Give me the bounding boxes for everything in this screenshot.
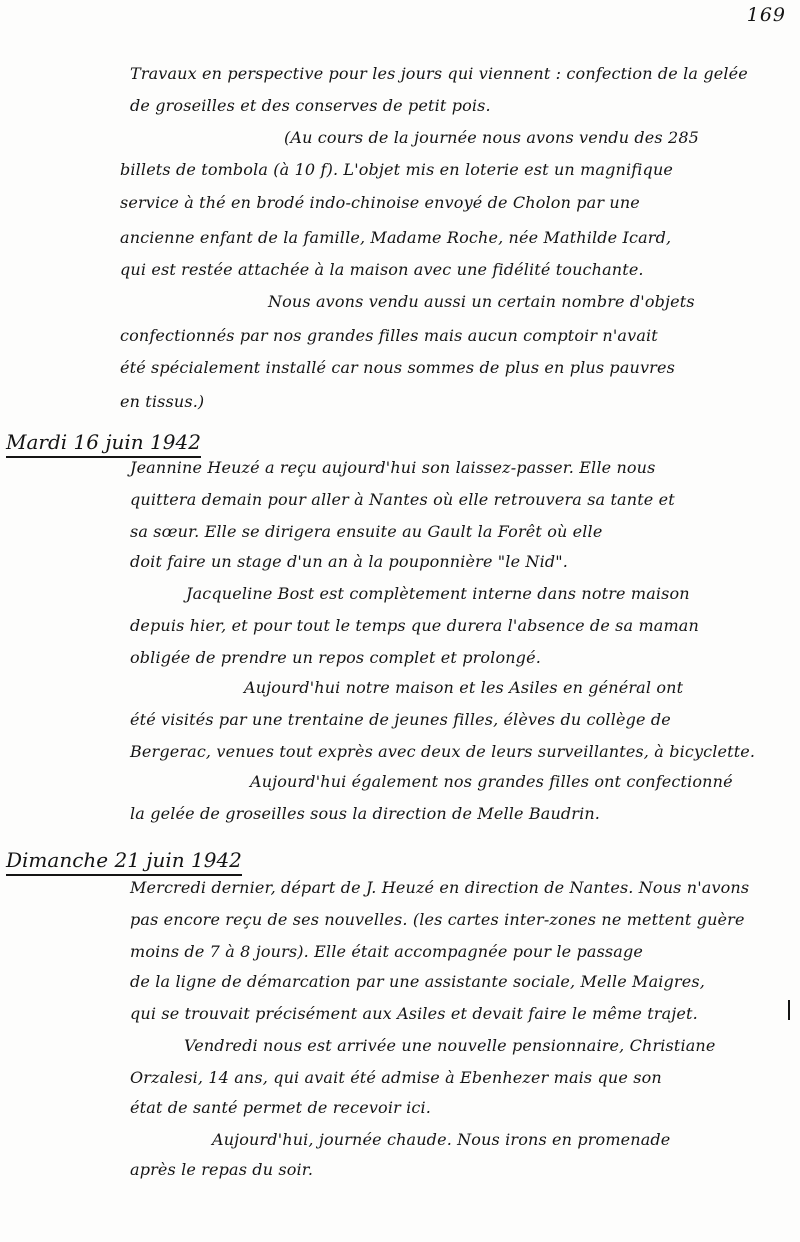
text-line: quittera demain pour aller à Nantes où elle retrouvera sa tante et	[130, 490, 675, 509]
entry-date-heading: Mardi 16 juin 1942	[6, 430, 201, 458]
text-line: confectionnés par nos grandes filles mais aucun comptoir n'avait	[120, 326, 658, 345]
text-line: après le repas du soir.	[130, 1160, 314, 1179]
text-line: Jacqueline Bost est complètement interne dans notre maison	[186, 584, 690, 603]
text-line: qui se trouvait précisément aux Asiles et devait faire le même trajet.	[130, 1004, 698, 1023]
text-line: sa sœur. Elle se dirigera ensuite au Gault la Forêt où elle	[130, 522, 603, 541]
text-line: Aujourd'hui, journée chaude. Nous irons en promenade	[212, 1130, 671, 1149]
text-line: Jeannine Heuzé a reçu aujourd'hui son laissez-passer. Elle nous	[130, 458, 656, 477]
text-line: Vendredi nous est arrivée une nouvelle pensionnaire, Christiane	[184, 1036, 716, 1055]
text-line: obligée de prendre un repos complet et prolongé.	[130, 648, 541, 667]
text-line: Bergerac, venues tout exprès avec deux de leurs surveillantes, à bicyclette.	[130, 742, 756, 761]
text-line: (Au cours de la journée nous avons vendu des 285	[284, 128, 699, 147]
text-line: Aujourd'hui également nos grandes filles ont confectionné	[250, 772, 733, 791]
text-line: billets de tombola (à 10 f). L'objet mis en loterie est un magnifique	[120, 160, 674, 179]
text-line: service à thé en brodé indo-chinoise envoyé de Cholon par une	[120, 193, 640, 212]
page-number: 169	[746, 4, 786, 26]
text-line: Nous avons vendu aussi un certain nombre d'objets	[268, 292, 695, 311]
entry-date-heading: Dimanche 21 juin 1942	[6, 848, 242, 876]
text-line: été spécialement installé car nous sommes de plus en plus pauvres	[120, 358, 675, 377]
text-line: depuis hier, et pour tout le temps que durera l'absence de sa maman	[130, 616, 699, 635]
text-line: pas encore reçu de ses nouvelles. (les cartes inter-zones ne mettent guère	[130, 910, 745, 929]
text-line: Travaux en perspective pour les jours qui viennent : confection de la gelée	[130, 64, 748, 83]
text-line: en tissus.)	[120, 392, 205, 411]
text-line: ancienne enfant de la famille, Madame Roche, née Mathilde Icard,	[120, 228, 672, 247]
text-line: été visités par une trentaine de jeunes filles, élèves du collège de	[130, 710, 671, 729]
text-line: la gelée de groseilles sous la direction de Melle Baudrin.	[130, 804, 601, 823]
text-line: doit faire un stage d'un an à la pouponnière "le Nid".	[130, 552, 568, 571]
text-line: de groseilles et des conserves de petit pois.	[130, 96, 491, 115]
text-line: Mercredi dernier, départ de J. Heuzé en direction de Nantes. Nous n'avons	[130, 878, 750, 897]
text-line: de la ligne de démarcation par une assistante sociale, Melle Maigres,	[130, 972, 705, 991]
text-line: qui est restée attachée à la maison avec une fidélité touchante.	[120, 260, 644, 279]
margin-mark	[788, 1000, 796, 1020]
text-line: Aujourd'hui notre maison et les Asiles en général ont	[244, 678, 684, 697]
text-line: moins de 7 à 8 jours). Elle était accompagnée pour le passage	[130, 942, 643, 961]
text-line: Orzalesi, 14 ans, qui avait été admise à Ebenhezer mais que son	[130, 1068, 662, 1087]
text-line: état de santé permet de recevoir ici.	[130, 1098, 432, 1117]
